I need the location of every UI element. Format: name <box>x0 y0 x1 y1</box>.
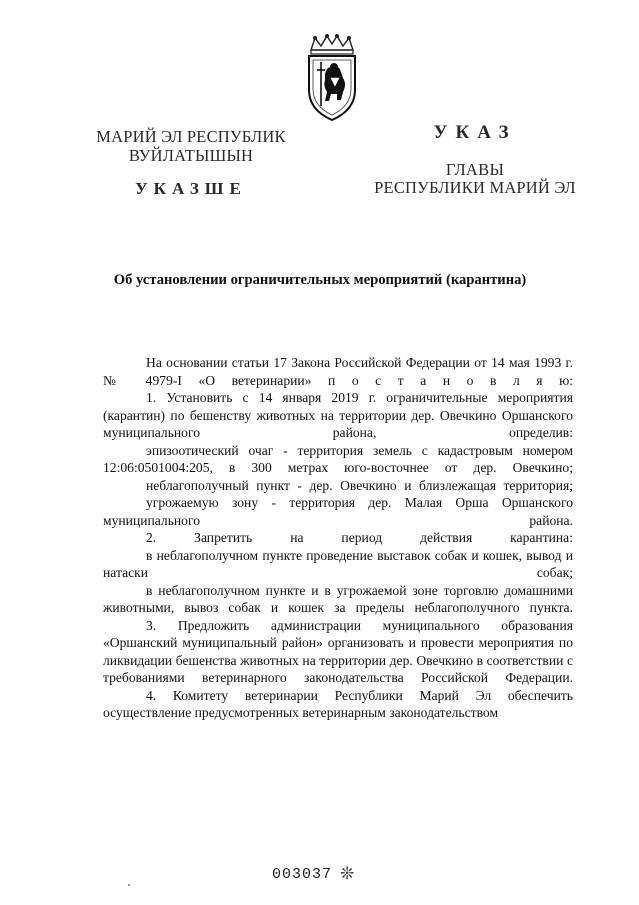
header-right-head: ГЛАВЫ <box>445 160 505 179</box>
paragraph-item-3: 3. Предложить администрации муниципального образования «Оршанский муниципальный район» организовать и провести мероприятия по ликвидации бешенства животных на территории дер. Овечкино в соответствии с требованиями ветеринарного законодательства Российской Федерации. <box>103 617 573 685</box>
paragraph-item-1: 1. Установить с 14 января 2019 г. ограничительные мероприятия (карантин) по бешенству животных на территории дер. Овечкино Оршанского муниципального района, определив: <box>103 390 573 440</box>
header-right-decree: УКАЗ <box>433 122 517 143</box>
paragraph-unfavorable-point: неблагополучный пункт - дер. Овечкино и близлежащая территория; <box>146 477 573 493</box>
paragraph-ban-trade: в неблагополучном пункте и в угрожаемой зоне торговлю домашними животными, вывоз собак и кошек за пределы неблагополучного пункта. <box>103 582 573 615</box>
paragraph-ban-exhibitions: в неблагополучном пункте проведение выставок собак и кошек, вывод и натаски собак; <box>103 547 573 580</box>
scan-speck <box>128 884 130 886</box>
paragraph-item-4: 4. Комитету ветеринарии Республики Марий Эл обеспечить осуществление предусмотренных ветеринарным законодательством <box>103 687 573 720</box>
coat-of-arms-icon <box>303 34 361 122</box>
document-serial-number: 003037 <box>272 866 333 883</box>
footer-mark: ❊ <box>340 864 355 884</box>
paragraph-epizootic-focus: эпизоотический очаг - территория земель с кадастровым номером 12:06:0501004:205, в 300 метрах юго-восточнее от дер. Овечкино; <box>103 442 573 475</box>
header-left-head: ВУЙЛАТЫШЫН <box>128 146 254 165</box>
paragraph-threatened-zone: угрожаемую зону - территория дер. Малая Орша Оршанского муниципального района. <box>103 495 573 528</box>
header-left-decree: УКАЗШЕ <box>135 179 247 198</box>
paragraph-item-2: 2. Запретить на период действия карантина: <box>146 530 573 545</box>
header-left-republic: МАРИЙ ЭЛ РЕСПУБЛИК <box>96 127 286 146</box>
paragraph-preamble: На основании статьи 17 Закона Российской Федерации от 14 мая 1993 г. № 4979-I «О ветеринарии» п о с т а н о в л я ю: <box>103 355 573 388</box>
document-title: Об установлении ограничительных мероприятий (карантина) <box>113 272 527 288</box>
document-body <box>103 354 573 722</box>
header-right-republic: РЕСПУБЛИКИ МАРИЙ ЭЛ <box>374 178 576 197</box>
